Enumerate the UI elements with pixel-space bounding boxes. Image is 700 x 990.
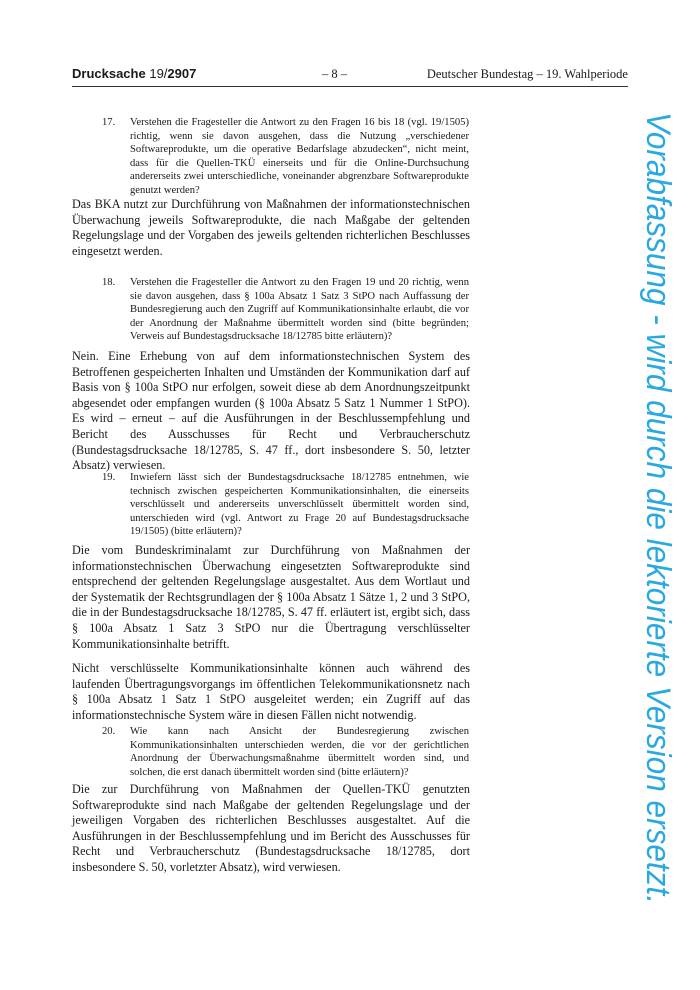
- answer-17: [72, 197, 470, 259]
- page-header: [72, 66, 628, 84]
- header-rule: [72, 86, 628, 87]
- answer-paragraph: Die vom Bundeskriminalamt zur Durchführung von Maßnahmen der informationstechnischen Überwachung eingesetzten Softwareprodukte sind entsprechend der geltenden Regelungslage ausgestaltet. Aus dem Wortlaut und der Systematik der Rechtsgrundlagen der § 100a Absatz 1 Sätze 1, 2 und 3 StPO, die in der Bundestagsdrucksache 18/12785, S. 47 ff. erläutert ist, ergibt sich, dass § 100a Absatz 1 Satz 3 StPO nur die Übertragung verschlüsselter Kommunikationsinhalte betrifft.: [72, 543, 470, 651]
- question-number: 19.: [102, 472, 116, 483]
- draft-watermark: [633, 112, 691, 912]
- question-text: Inwiefern lässt sich der Bundestagsdrucksache 18/12785 entnehmen, wie technisch zwischen gespeicherten Kommunikationsinhalten, die einerseits verschlüsselt und andererseits unverschlüsselt übermittelt worden sind, unterschieden wird (vgl. Antwort zu Frage 20 auf Bundestagsdrucksache 19/1505) (bitte erläutern)?: [130, 472, 469, 538]
- question-number: 18.: [102, 277, 116, 288]
- question-text: Verstehen die Fragesteller die Antwort zu den Fragen 19 und 20 richtig, wenn sie davon ausgehen, dass § 100a Absatz 1 Satz 3 StPO nach Auffassung der Bundesregierung auch den Zugriff auf Kommunikationsinhalte erlaubt, die vor der Anordnung der Maßnahme übermittelt worden sind (bitte begründen; Verweis auf Bundestagsdrucksache 18/12785 bitte erläutern)?: [130, 277, 469, 343]
- document-id: [72, 66, 196, 81]
- question-18: [102, 276, 469, 344]
- question-number: 20.: [102, 726, 116, 737]
- question-19: [102, 471, 469, 539]
- answer-paragraph: Nein. Eine Erhebung von auf dem informationstechnischen System des Betroffenen gespeicherten Inhalten und Umständen der Kommunikation darf auf Basis von § 100a StPO nur erfolgen, soweit diese ab dem Anordnungszeitpunkt abgesendet oder empfangen wurden (§ 100a Absatz 5 Satz 1 Nummer 1 StPO). Es wird – erneut – auf die Ausführungen in der Beschlussempfehlung und Bericht des Ausschusses für Recht und Verbraucherschutz (Bundestagsdrucksache 18/12785, S. 47 ff., dort insbesondere S. 50, letzter Absatz) verwiesen.: [72, 349, 470, 473]
- answer-paragraph: Die zur Durchführung von Maßnahmen der Quellen-TKÜ genutzten Softwareprodukte sind nach Maßgabe der geltenden Regelungslage und der jeweiligen Vorgaben des richterlichen Beschlusses ausgestaltet. Auf die Ausführungen in der Beschlussempfehlung und im Bericht des Ausschusses für Recht und Verbraucherschutz (Bundestagsdrucksache 18/12785, dort insbesondere S. 50, vorletzter Absatz), wird verwiesen.: [72, 782, 470, 874]
- answer-19: [72, 543, 470, 724]
- question-20: [102, 725, 469, 779]
- document-number: 2907: [167, 66, 197, 81]
- answer-18: [72, 349, 470, 474]
- page-number: – 8 –: [322, 67, 347, 81]
- publisher-label: Deutscher Bundestag – 19. Wahlperiode: [426, 67, 628, 81]
- question-text: Verstehen die Fragesteller die Antwort zu den Fragen 16 bis 18 (vgl. 19/1505) richtig, wenn sie davon ausgehen, dass die Nutzung „verschiedener Softwareprodukte, um die operative Bedarfslage abzudecken“, nicht meint, dass für die Quellen-TKÜ einerseits und für die Online-Durchsuchung andererseits zwei unterschiedliche, voneinander abgrenzbare Softwareprodukte genutzt werden?: [130, 117, 469, 196]
- question-17: [102, 116, 469, 198]
- document-number-prefix: 19/: [149, 66, 168, 81]
- answer-paragraph: Das BKA nutzt zur Durchführung von Maßnahmen der informationstechnischen Überwachung jeweils Softwareprodukte, die nach Maßgabe der geltenden Regelungslage und der Vorgaben des jeweils geltenden richterlichen Beschlusses eingesetzt werden.: [72, 197, 470, 258]
- watermark-svg: [633, 112, 691, 912]
- answer-paragraph: Nicht verschlüsselte Kommunikationsinhalte können auch während des laufenden Übertragungsvorgangs im öffentlichen Telekommunikationsnetz nach § 100a Absatz 1 Satz 1 StPO ausgeleitet werden; ein Zugriff auf das informationstechnische System wäre in diesen Fällen nicht notwendig.: [72, 661, 470, 722]
- question-text: Wie kann nach Ansicht der Bundesregierung zwischen Kommunikationsinhalten unterschieden werden, die vor der gerichtlichen Anordnung der Überwachungsmaßnahme übermittelt worden sind, und solchen, die erst danach übermittelt worden sind (bitte erläutern)?: [130, 726, 469, 778]
- answer-20: [72, 782, 470, 876]
- document-label: Drucksache: [72, 66, 146, 81]
- question-number: 17.: [102, 117, 116, 128]
- watermark-text: Vorabfassung - wird durch die lektorierte Version ersetzt.: [639, 112, 677, 912]
